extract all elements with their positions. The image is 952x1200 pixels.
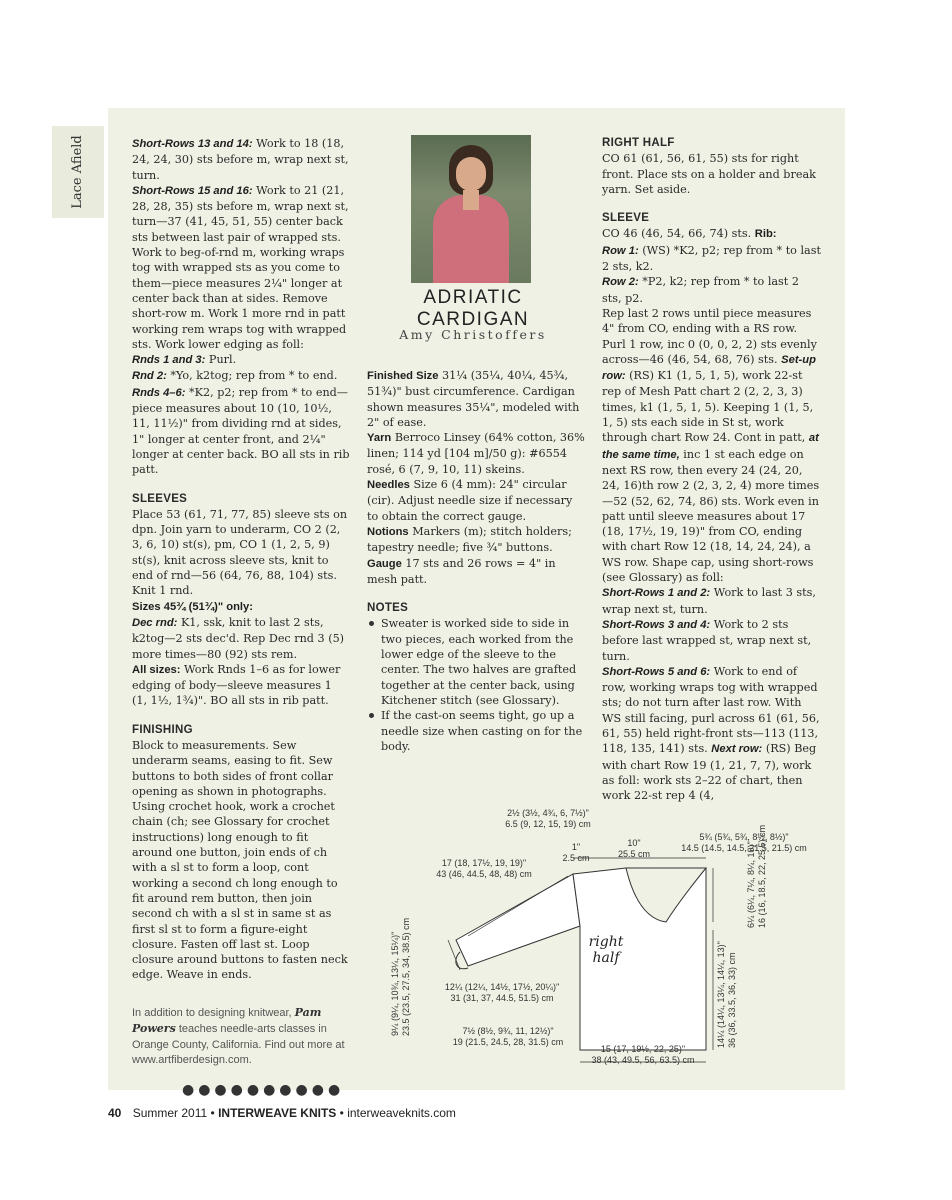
measure-label: 14¼ (14¼, 13¼, 14¼, 13)" 36 (36, 33.5, 36, 33) cm [716,941,737,1048]
measure-label: 17 (18, 17½, 19, 19)" 43 (46, 44.5, 48, 48) cm [436,858,532,879]
list-item: If the cast-on seems tight, go up a needle size when casting on for the body. [367,708,585,754]
notes-heading: NOTES [367,602,409,615]
dot-divider: ●●●●●●●●●● [182,1081,345,1098]
paragraph: Short-Rows 1 and 2: Work to last 3 sts, wrap next st, turn. [602,586,816,616]
measure-label: 7½ (8½, 9¾, 11, 12½)" 19 (21.5, 24.5, 28, 31.5) cm [452,1026,564,1047]
measure-label: 6¼ (6¼, 7¼, 8¼, 10)" 16 (16, 18.5, 22, 25.5) cm [746,824,767,928]
paragraph: Rnds 1 and 3: Purl. [132,353,237,367]
model-photo [411,135,531,283]
piece-label: right half [588,934,624,966]
separator: • [339,1106,344,1120]
paragraph: Row 1: (WS) *K2, p2; rep from * to last 2 sts, k2. [602,243,821,274]
sleeves-heading: SLEEVES [132,492,188,505]
measure-label: 10" 25.5 cm [617,838,650,859]
measure-label: 2½ (3½, 4¾, 6, 7½)" 6.5 (9, 12, 15, 19) cm [505,808,591,829]
issue: Summer 2011 [132,1106,208,1120]
website-link[interactable]: interweaveknits.com [347,1106,456,1120]
measure-label: 12¼ (12¼, 14½, 17½, 20¼)" 31 (31, 37, 44.5, 51.5) cm [444,982,560,1003]
schematic-diagram [368,800,828,1070]
notes-list [367,616,585,754]
yarn: Yarn Berroco Linsey (64% cotton, 36% linen; 114 yd [104 m]/50 g): #6554 rosé, 6 (7, 9, 10, 11) skeins. [367,431,585,476]
paragraph: Row 2: *P2, k2; rep from * to last 2 sts, p2. [602,275,799,305]
paragraph: Short-Rows 3 and 4: Work to 2 sts before last wrapped st, wrap next st, turn. [602,617,812,663]
page-number: 40 [108,1106,122,1120]
list-item: Sweater is worked side to side in two pieces, each worked from the lower edge of the sleeve to the center. The two halves are grafted together at the center back, using Kitchener stitch (see Glossary). [367,616,585,708]
measure-label: 9¼ (9¼, 10¾, 13¼, 15¼)" 23.5 (23.5, 27.5, 34, 38.5) cm [390,917,411,1036]
paragraph: Rep last 2 rows until piece measures 4" from CO, ending with a RS row. Purl 1 row, inc 0 (0, 0, 2, 2) sts evenly across—46 (46, 54, 68, 76) sts. Set-up row: (RS) K1 (1, 5, 1, 5), work 22-st rep of Mesh Patt chart 2 (2, 2, 3, 3) times, k1 (1, 5, 1, 5). Keeping 1 (1, 5, 1, 5) sts each side in St st, work through chart Row 24. Cont in patt, at the same time, inc 1 st each edge on next RS row, then every 24 (24, 20, 24, 16)th row 2 (2, 3, 2, 4) more times—52 (52, 62, 74, 86) sts. Work even in patt until sleeve measures about 17 (18, 17½, 19, 19)" from CO, ending with chart Row 12 (18, 14, 24, 24), a WS row. Shape cap, using short-rows (see Glossary) as foll: [602,306,820,585]
finished-size: Finished Size 31¼ (35¼, 40¼, 45¾, 51¾)" bust circumference. Cardigan shown measures 35¼", modeled with 2" of ease. [367,369,580,429]
column-1 [132,136,350,1098]
measure-label: 1" 2.5 cm [562,842,590,863]
section-tab-label: Lace Afield [70,135,85,209]
paragraph: CO 61 (61, 56, 61, 55) sts for right front. Place sts on a holder and break yarn. Set aside. [602,152,816,196]
measure-label: 5¾ (5¾, 5¾, 8½, 8½)" 14.5 (14.5, 14.5, 21.5, 21.5) cm [681,832,807,853]
paragraph: Rnd 2: *Yo, k2tog; rep from * to end. [132,369,338,383]
paragraph: Place 53 (61, 71, 77, 85) sleeve sts on dpn. Join yarn to underarm, CO 2 (2, 3, 6, 10) st(s), pm, CO 1 (1, 2, 5, 9) st(s), knit across sleeve sts, knit to end of rnd—56 (64, 76, 88, 104) sts. Knit 1 rnd. [132,507,348,598]
section-tab [52,126,104,218]
right-half-heading: RIGHT HALF [602,137,675,149]
paragraph: Sizes 45¾ (51¾)" only: [132,600,253,613]
paragraph: Rnds 4–6: *K2, p2; rep from * to end—piece measures about 10 (10, 10½, 11, 11½)" from dividing rnd at sides, 1" longer at center front, and 2¼" longer at center back. BO all sts in rib patt. [132,385,350,477]
sleeve-heading: SLEEVE [602,212,650,225]
paragraph: Short-Rows 5 and 6: Work to end of row, working wraps tog with wrapped sts; do not turn after last row. With WS still facing, purl across 61 (61, 56, 61, 55) held right-front sts—113 (113, 118, 135, 141) sts. Next row: (RS) Beg with chart Row 19 (1, 21, 7, 7), work as foll: work sts 2–22 of chart, then work 22-st rep 4 (4, [602,664,820,803]
page-footer [108,1106,456,1120]
paragraph: Dec rnd: K1, ssk, knit to last 2 sts, k2tog—2 sts dec'd. Rep Dec rnd 3 (5) more times—80 (92) sts rem. [132,615,345,661]
pattern-title: ADRIATIC CARDIGAN [416,287,530,330]
needles: Needles Size 6 (4 mm): 24" circular (cir). Adjust needle size if necessary to obtain the correct gauge. [367,478,573,523]
column-2 [367,368,585,754]
paragraph: Block to measurements. Sew underarm seams, easing to fit. Sew buttons to both sides of front collar opening as shown in photographs. Using crochet hook, work a crochet chain (ch; see Glossary for crochet instructions) long enough to fit around one button, join ends of ch with a sl st to form a loop, cont working a second ch long enough to fit around rem button, then join second ch with a sl st in same st as first sl st to form a figure-eight closure. Fasten off last st. Loop closure around buttons to fasten neck edge. Weave in ends. [132,738,348,982]
paragraph: Short-Rows 13 and 14: Work to 18 (18, 24, 24, 30) sts before m, wrap next st, turn. [132,137,349,182]
gauge: Gauge 17 sts and 26 rows = 4" in mesh patt. [367,556,556,586]
magazine-name: INTERWEAVE KNITS [218,1106,337,1120]
separator: • [210,1106,215,1120]
measure-label: 15 (17, 19½, 22, 25)" 38 (43, 49.5, 56, 63.5) cm [591,1044,695,1065]
paragraph: Short-Rows 15 and 16: Work to 21 (21, 28, 28, 35) sts before m, wrap next st, turn—37 (41, 45, 51, 55) center back sts between last pair of wrapped sts. Work to beg-of-rnd m, working wraps tog with wrapped sts as you come to them—piece measures 2¼" longer at center back than at sides. Remove short-row m. Work 1 more rnd in patt working rem wraps tog with wrapped sts. Work lower edging as foll: [132,183,349,351]
notions: Notions Markers (m); stitch holders; tapestry needle; five ¾" buttons. [367,524,572,555]
designer-name: Amy Christoffers [399,327,547,342]
sleeve-shape [456,874,580,966]
paragraph: CO 46 (46, 54, 66, 74) sts. Rib: [602,227,777,241]
paragraph: All sizes: Work Rnds 1–6 as for lower edging of body—sleeve measures 1 (1, 1½, 1¾)". BO all sts in rib patt. [132,662,341,708]
column-3 [602,136,822,803]
designer-credit: In addition to designing knitwear, Pam Powers teaches needle-arts classes in Orange County, California. Find out more at www.artfiberdesign.com. [132,1005,345,1067]
finishing-heading: FINISHING [132,723,193,736]
